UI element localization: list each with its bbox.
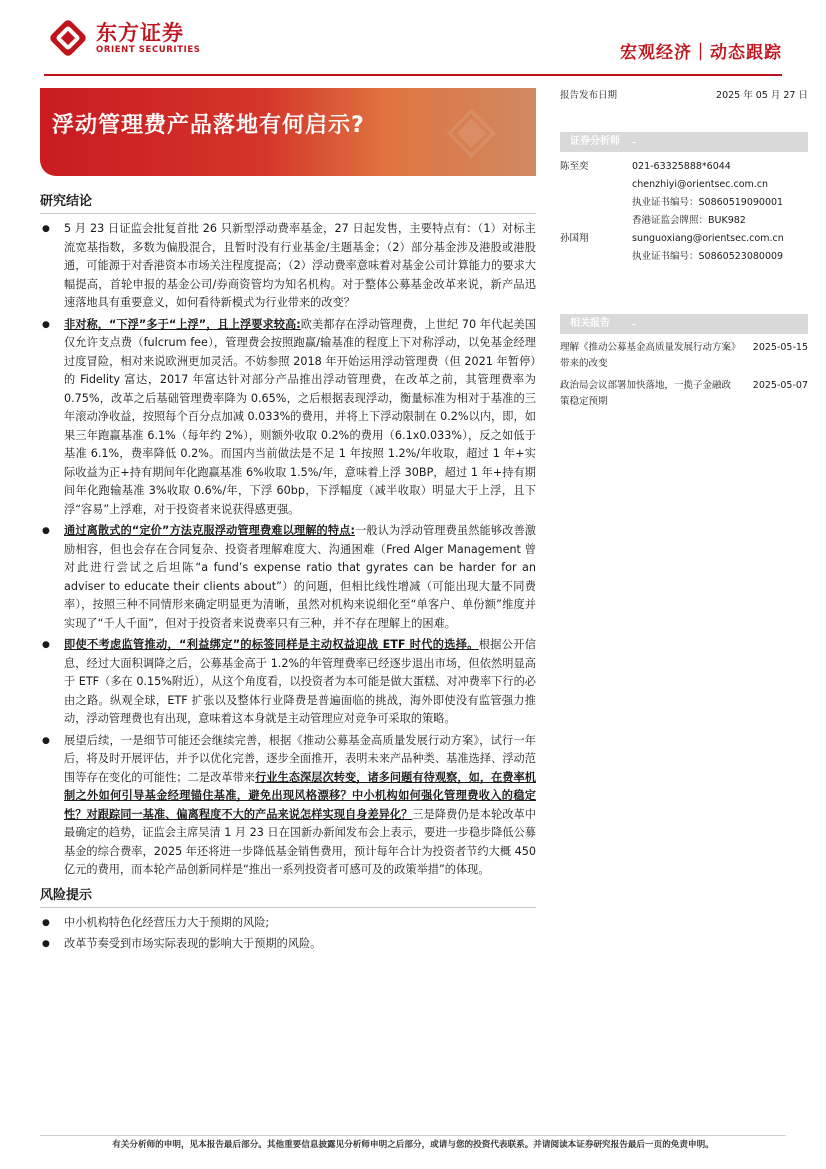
bullet-dot-icon: ● <box>42 735 50 746</box>
conclusion-bullet <box>40 220 536 313</box>
analyst-name: 孙国翔 <box>560 233 589 244</box>
footer-disclaimer: 有关分析师的申明，见本报告最后部分。其他重要信息披露见分析师申明之后部分，或请与您的投资代表联系。并请阅读本证券研究报告最后一页的免责申明。 <box>112 1140 714 1150</box>
related-report-title[interactable]: 理解《推动公募基金高质量发展行动方案》带来的改变 <box>560 342 736 369</box>
bullet-text: 欧美都存在浮动管理费，上世纪 70 年代起美国仅允许支点费（fulcrum fee），管理费会按照跑赢/输基准的程度上下对称浮动，以免基金经理过度冒险，相对来说欧洲更加灵活。不妨参照 2018 年开始运用浮动管理费（但 2021 年暂停）的 Fidelity 富达，2017 年富达针对部分产品推出浮动管理费，在改革之前，其管理费率为 0.75%，改革之后基础管理费率降为 0.65%，之后根据表现浮动，衡量标准为相对于基准的三年滚动净收益，按照每个百分点加减 0.033%的费用，并将上下浮动限制在 0.2%以内，即，如果三年跑赢基准 6.1%（每年约 2%），则额外收取 0.2%的费用（6.1x0.033%），反之如低于基准 6.1%，费率降低 0.2%。而国内当前做法是不足 1 年按照 1.2%/年收取，超过 1 年+实际收益为正+持有期间年化跑赢基准 6%收取 1.5%/年，意味着上浮 30BP，超过 1 年+持有期间年化跑输基准 3%收取 0.6%/年，下浮 60bp，下浮幅度（减半收取）明显大于上浮，且下浮“容易”上浮难，对于投资者来说获得感更强。 <box>64 317 536 516</box>
related-report-date: 2025-05-15 <box>752 342 808 353</box>
page-header <box>0 0 826 80</box>
analyst-hk-license: 香港证监会牌照：BUK982 <box>632 215 746 226</box>
footer-divider <box>40 1135 786 1136</box>
bullet-lead: 非对称，“下浮”多于“上浮”，且上浮要求较高: <box>64 317 301 331</box>
bullet-dot-icon: ● <box>42 939 50 949</box>
report-title: 浮动管理费产品落地有何启示? <box>52 113 365 138</box>
analyst-phone: 021-63325888*6044 <box>632 161 731 172</box>
risk-bullet <box>40 914 536 933</box>
company-logo <box>48 18 200 58</box>
bullet-text: 一般认为浮动管理费虽然能够改善激励相容，但也会存在合同复杂、投资者理解难度大、沟通困难（Fred Alger Management 曾对此进行尝试之后坦陈“a fund’s expense ratio that gyrates can be harder for an adviser to educate their clients about”）的问题，但相比线性增减（可能出现大量不同费率），按照三种不同情形来确定明显更为清晰，虽然对机构来说细化至“单客户、单份额”维度并实现了“千人千面”，但对于投资者来说费率只有三种，并不存在理解上的困难。 <box>64 524 536 630</box>
risk-bullet <box>40 935 536 954</box>
analyst-cert: 执业证书编号：S0860523080009 <box>632 251 784 262</box>
bullet-text: 5 月 23 日证监会批复首批 26 只新型浮动费率基金，27 日起发售，主要特点有：（1）对标主流宽基指数，多数为偏股混合，且暂时没有行业基金/主题基金；（2）部分基金涉及港股或港股通，可能源于对香港资本市场关注程度提高；（2）浮动费率意味着对基金公司计算能力的要求大幅提高，首轮申报的基金公司/券商资管均为知名机构。对于整体公募基金改革来说，新产品迅速落地具有重要意义，如何看待新模式为行业带来的改变？ <box>64 222 536 309</box>
sidebar <box>560 88 808 410</box>
bullet-emphasis: 行业生态深层次转变，诸多问题有待观察，如，在费率机制之外如何引导基金经理锚住基准，避免出现风格漂移？中小机构如何强化管理费收入的稳定性？对跟踪同一基准、偏离程度不大的产品来说怎样实现自身差异化？ <box>64 770 536 821</box>
risk-text: 改革节奏受到市场实际表现的影响大于预期的风险。 <box>64 937 322 950</box>
main-content <box>40 190 536 957</box>
related-report-title[interactable]: 政治局会议部署加快落地，一揽子金融政策稳定预期 <box>560 380 732 407</box>
analyst-card <box>560 158 808 230</box>
bullet-text: 三是降费仍是本轮改革中最确定的趋势，证监会主席吴清 1 月 23 日在国新办新闻发布会上表示，要进一步稳步降低公募基金的综合费率，2025 年还将进一步降低基金销售费用，预计每年合计为投资者节约大概 450 亿元的费用，而本轮产品创新同样是“推出一系列投资者可感可及的政策举措”的体现。 <box>64 807 536 876</box>
analyst-name: 陈至奕 <box>560 161 589 172</box>
logo-english-name: ORIENT SECURITIES <box>96 44 201 55</box>
banner-decoration: ◈ <box>446 92 496 166</box>
bullet-lead: 通过离散式的“定价”方法克服浮动管理费难以理解的特点: <box>64 524 355 537</box>
publish-date-row <box>560 88 808 104</box>
bullet-dot-icon: ● <box>42 526 50 536</box>
bullet-text: 展望后续，一是细节可能还会继续完善，根据《推动公募基金高质量发展行动方案》，试行一年后，将及时开展评估，并予以优化完善，逐步全面推开，表明未来产品种类、基准选择、浮动范围等存在变化的可能性；二是改革带来 <box>64 733 536 784</box>
bullet-text: 根据公开信息，经过大面积调降之后，公募基金高于 1.2%的年管理费率已经逐步退出市场，但依然明显高于 ETF（多在 0.15%附近），从这个角度看，以投资者为本可能是做大蛋糕、对冲费率下行的必由之路。纵观全球，ETF 扩张以及整体行业降费是普遍面临的挑战，海外即使没有监管强力推动，浮动管理费也有出现，意味着这本身就是主动管理应对竞争可采取的策略。 <box>64 638 536 725</box>
conclusion-bullet <box>40 522 536 633</box>
bullet-dot-icon: ● <box>42 224 50 234</box>
orient-securities-logo-icon <box>48 18 88 58</box>
conclusion-heading: 研究结论 <box>40 190 536 214</box>
bullet-dot-icon: ● <box>42 917 50 928</box>
logo-chinese-name: 东方证券 <box>96 20 184 45</box>
title-banner <box>40 88 536 176</box>
report-type-label: 宏观经济｜动态跟踪 <box>620 43 782 63</box>
risk-text: 中小机构特色化经营压力大于预期的风险; <box>64 915 270 929</box>
risk-section <box>40 884 536 954</box>
risk-heading: 风险提示 <box>40 884 536 908</box>
header-divider <box>44 74 782 76</box>
bullet-dot-icon: ● <box>42 319 50 330</box>
analyst-cert: 执业证书编号：S0860519090001 <box>632 197 784 208</box>
related-report-item[interactable] <box>560 378 808 410</box>
publish-date-label: 报告发布日期 <box>560 90 618 101</box>
bullet-lead: 即使不考虑监管推动，“利益绑定”的标签同样是主动权益迎战 ETF 时代的选择。 <box>64 638 479 651</box>
analyst-email[interactable]: sunguoxiang@orientsec.com.cn <box>632 233 784 244</box>
conclusion-bullet <box>40 636 536 729</box>
conclusion-bullet <box>40 316 536 520</box>
bullet-dot-icon: ● <box>42 640 50 650</box>
analyst-email[interactable]: chenzhiyi@orientsec.com.cn <box>632 179 769 190</box>
related-reports-heading: 相关报告 <box>560 314 808 334</box>
related-report-item[interactable] <box>560 340 808 372</box>
publish-date-value: 2025 年 05 月 27 日 <box>716 90 808 101</box>
analyst-card <box>560 230 808 266</box>
conclusion-bullet <box>40 732 536 880</box>
related-report-date: 2025-05-07 <box>752 380 808 391</box>
analysts-heading: 证券分析师 <box>560 132 808 152</box>
